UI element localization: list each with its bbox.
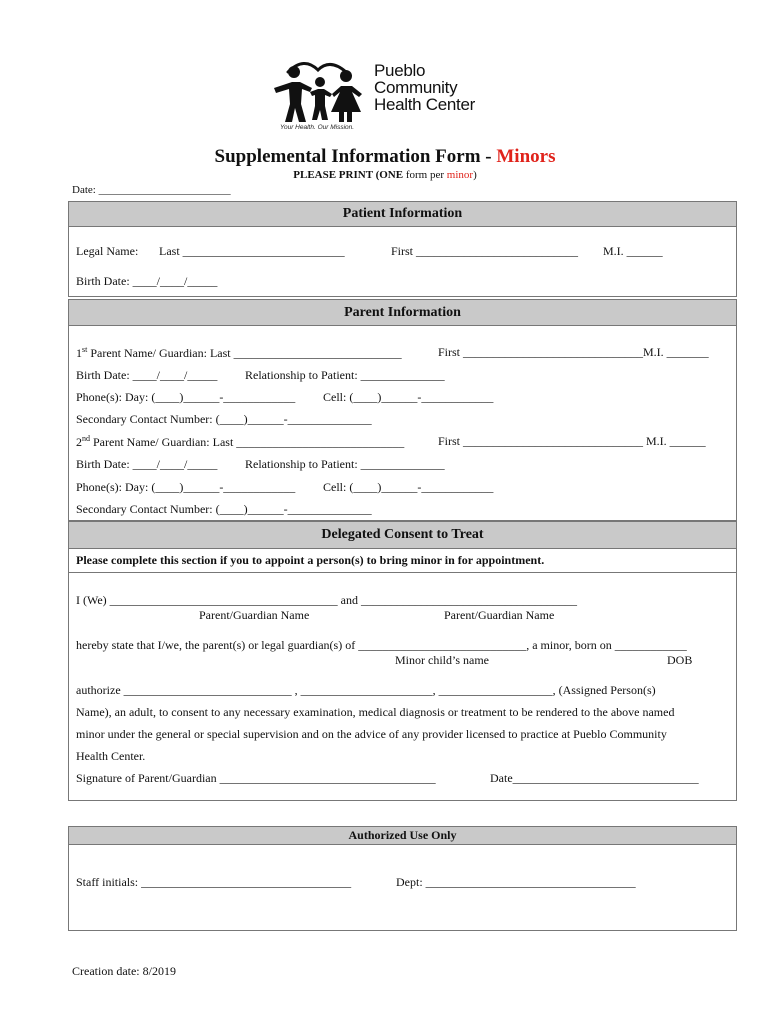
patient-last-name-field[interactable]: Last ___________________________ (159, 244, 345, 258)
subtitle-minor: minor (446, 169, 474, 181)
patient-mi-field[interactable]: M.I. ______ (603, 244, 663, 258)
parent2-name-field[interactable] (76, 434, 404, 450)
patient-first-name-field[interactable]: First ___________________________ (391, 244, 579, 258)
subtitle-form-per: form per (403, 169, 447, 181)
parent1-birth-date-field[interactable]: Birth Date: ____/____/_____ (76, 368, 218, 382)
consent-body-line-3: Health Center. (76, 749, 146, 763)
dept-field[interactable]: Dept: ___________________________________ (396, 875, 636, 889)
subtitle-one: ONE (379, 169, 404, 181)
parent1-secondary-contact-field[interactable]: Secondary Contact Number: (____)______-______________ (76, 412, 372, 426)
consent-authorize-field[interactable]: authorize ____________________________ , ______________________, ___________________, (Assigned Person(s) (76, 683, 656, 697)
parent2-cell-field[interactable]: Cell: (____)______-____________ (323, 480, 494, 494)
parent2-relationship-field[interactable]: Relationship to Patient: ______________ (245, 457, 445, 471)
logo-tagline: Your Health. Our Mission. (280, 124, 355, 131)
creation-date: Creation date: 8/2019 (72, 964, 176, 978)
title-main: Supplemental Information Form - (214, 146, 497, 167)
parent1-name-field[interactable] (76, 345, 402, 361)
delegated-consent-heading: Delegated Consent to Treat (69, 521, 736, 549)
guardian-signature-field[interactable]: Signature of Parent/Guardian ____________________________________ (76, 771, 436, 785)
family-figures-icon (266, 58, 371, 124)
subtitle-close: ) (473, 169, 477, 181)
patient-birth-date-field[interactable]: Birth Date: ____/____/_____ (76, 274, 218, 288)
consent-instruction: Please complete this section if you to appoint a person(s) to bring minor in for appointment. (76, 553, 545, 567)
parent2-secondary-contact-field[interactable]: Secondary Contact Number: (____)______-______________ (76, 502, 372, 516)
consent-body-line-1: Name), an adult, to consent to any necessary examination, medical diagnosis or treatment to be rendered to the above named (76, 705, 675, 719)
guardian-name-label-2: Parent/Guardian Name (444, 608, 555, 622)
consent-divider (69, 572, 736, 573)
page-title (0, 146, 770, 168)
authorized-use-heading: Authorized Use Only (69, 826, 736, 845)
logo (266, 58, 506, 138)
dob-label: DOB (667, 653, 693, 667)
consent-body-line-2: minor under the general or special supervision and on the advice of any provider licensed to practice at Pueblo Community (76, 727, 667, 741)
title-accent: Minors (496, 146, 556, 167)
consent-guardian-names-field[interactable]: I (We) ______________________________________ and ____________________________________ (76, 593, 578, 607)
parent2-first-field[interactable]: First ______________________________ M.I. ______ (438, 434, 706, 448)
date-field[interactable]: Date: ________________________ (72, 184, 231, 196)
parent1-relationship-field[interactable]: Relationship to Patient: ______________ (245, 368, 445, 382)
parent1-phone-field[interactable]: Phone(s): Day: (____)______-____________ (76, 390, 296, 404)
logo-line-3: Health Center (374, 95, 475, 114)
parent1-ordinal-suffix: st (82, 345, 88, 354)
logo-line-2: Community (374, 78, 458, 97)
parent2-phone-field[interactable]: Phone(s): Day: (____)______-____________ (76, 480, 296, 494)
minor-name-label: Minor child’s name (395, 653, 489, 667)
parent2-birth-date-field[interactable]: Birth Date: ____/____/_____ (76, 457, 218, 471)
parent1-cell-field[interactable]: Cell: (____)______-____________ (323, 390, 494, 404)
staff-initials-field[interactable]: Staff initials: ___________________________________ (76, 875, 352, 889)
parent2-ordinal-suffix: nd (82, 434, 90, 443)
page-subtitle (0, 169, 770, 181)
signature-date-field[interactable]: Date_______________________________ (490, 771, 699, 785)
patient-information-heading: Patient Information (69, 201, 736, 227)
subtitle-please-print: PLEASE PRINT ( (293, 169, 380, 181)
parent1-first-field[interactable]: First ______________________________M.I. _______ (438, 345, 709, 359)
parent1-ordinal: 1 (76, 346, 82, 360)
parent2-ordinal: 2 (76, 435, 82, 449)
parent2-name-text: Parent Name/ Guardian: Last ____________________________ (90, 435, 405, 449)
legal-name-label: Legal Name: (76, 244, 139, 258)
logo-line-1: Pueblo (374, 61, 426, 80)
guardian-name-label-1: Parent/Guardian Name (199, 608, 310, 622)
logo-wordmark (374, 62, 475, 113)
parent1-name-text: Parent Name/ Guardian: Last ____________________________ (87, 346, 402, 360)
parent-information-heading: Parent Information (69, 299, 736, 326)
consent-minor-field[interactable]: hereby state that I/we, the parent(s) or legal guardian(s) of ____________________________, a minor, born on ____________ (76, 638, 687, 652)
